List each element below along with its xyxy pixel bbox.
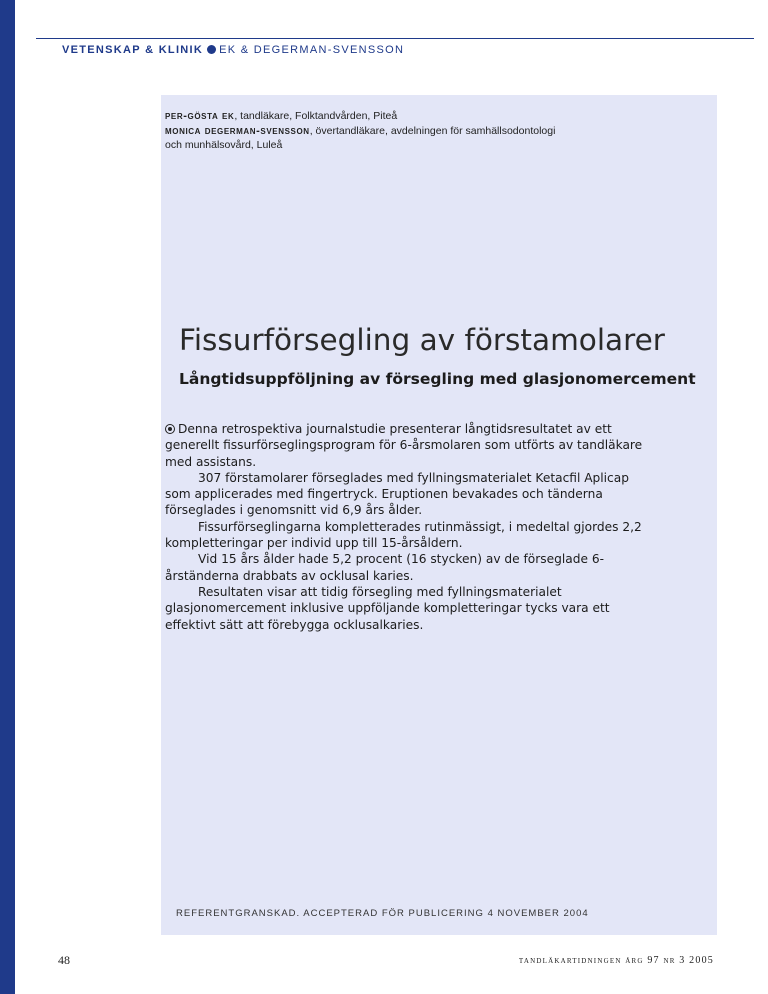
- abstract-paragraph: Vid 15 års ålder hade 5,2 procent (16 stycken) av de förseglade 6-årständerna drabbats av ocklusal karies.: [165, 552, 604, 583]
- peer-review-note: REFERENTGRANSKAD. ACCEPTERAD FÖR PUBLICERING 4 NOVEMBER 2004: [176, 908, 589, 919]
- abstract-paragraph: Fissurförseglingarna kompletterades rutinmässigt, i medeltal gjordes 2,2 kompletteringar per individ upp till 15-årsåldern.: [165, 519, 642, 551]
- section-label: VETENSKAP & KLINIK: [62, 44, 204, 56]
- author-line-1: [165, 109, 665, 124]
- abstract-paragraph: 307 förstamolarer förseglades med fyllningsmaterialet Ketacfil Aplicap som applicerades med fingertryck. Eruptionen bevakades och tänderna förseglades i genomsnitt vid 6,9 års ålder.: [165, 470, 629, 518]
- article-title: Fissurförsegling av förstamolarer: [179, 323, 665, 357]
- author-affiliation: , övertandläkare, avdelningen för samhällsodontologi: [309, 124, 556, 137]
- abstract-paragraph: Denna retrospektiva journalstudie presenterar långtidsresultatet av ett generellt fissurförseglingsprogram för 6-årsmolaren som utförts av tandläkare med assistans.: [165, 422, 643, 469]
- circled-dot-icon: [165, 424, 175, 434]
- journal-citation: tandläkartidningen årg 97 nr 3 2005: [518, 955, 714, 966]
- author-affiliation: , tandläkare, Folktandvården, Piteå: [234, 110, 398, 122]
- author-affiliation-cont: och munhälsovård, Luleå: [165, 139, 283, 151]
- bullet-dot-icon: [207, 45, 216, 54]
- left-accent-bar: [0, 0, 15, 994]
- page-number: 48: [58, 953, 70, 967]
- header-authors: EK & DEGERMAN-SVENSSON: [219, 44, 405, 56]
- abstract-paragraph: Resultaten visar att tidig försegling med fyllningsmaterialet glasjonomercement inklusive uppföljande kompletteringar tycks vara ett effektivt sätt att förebygga ocklusalkaries.: [165, 584, 610, 632]
- byline: [165, 109, 665, 153]
- abstract: [165, 421, 645, 633]
- running-header: [62, 44, 404, 56]
- author-line-2: [165, 124, 665, 139]
- article-subtitle: Långtidsuppföljning av försegling med glasjonomercement: [179, 370, 696, 388]
- author-name: per-gösta ek: [165, 110, 235, 122]
- author-name: monica degerman-svensson: [165, 124, 310, 137]
- header-rule: [36, 38, 754, 39]
